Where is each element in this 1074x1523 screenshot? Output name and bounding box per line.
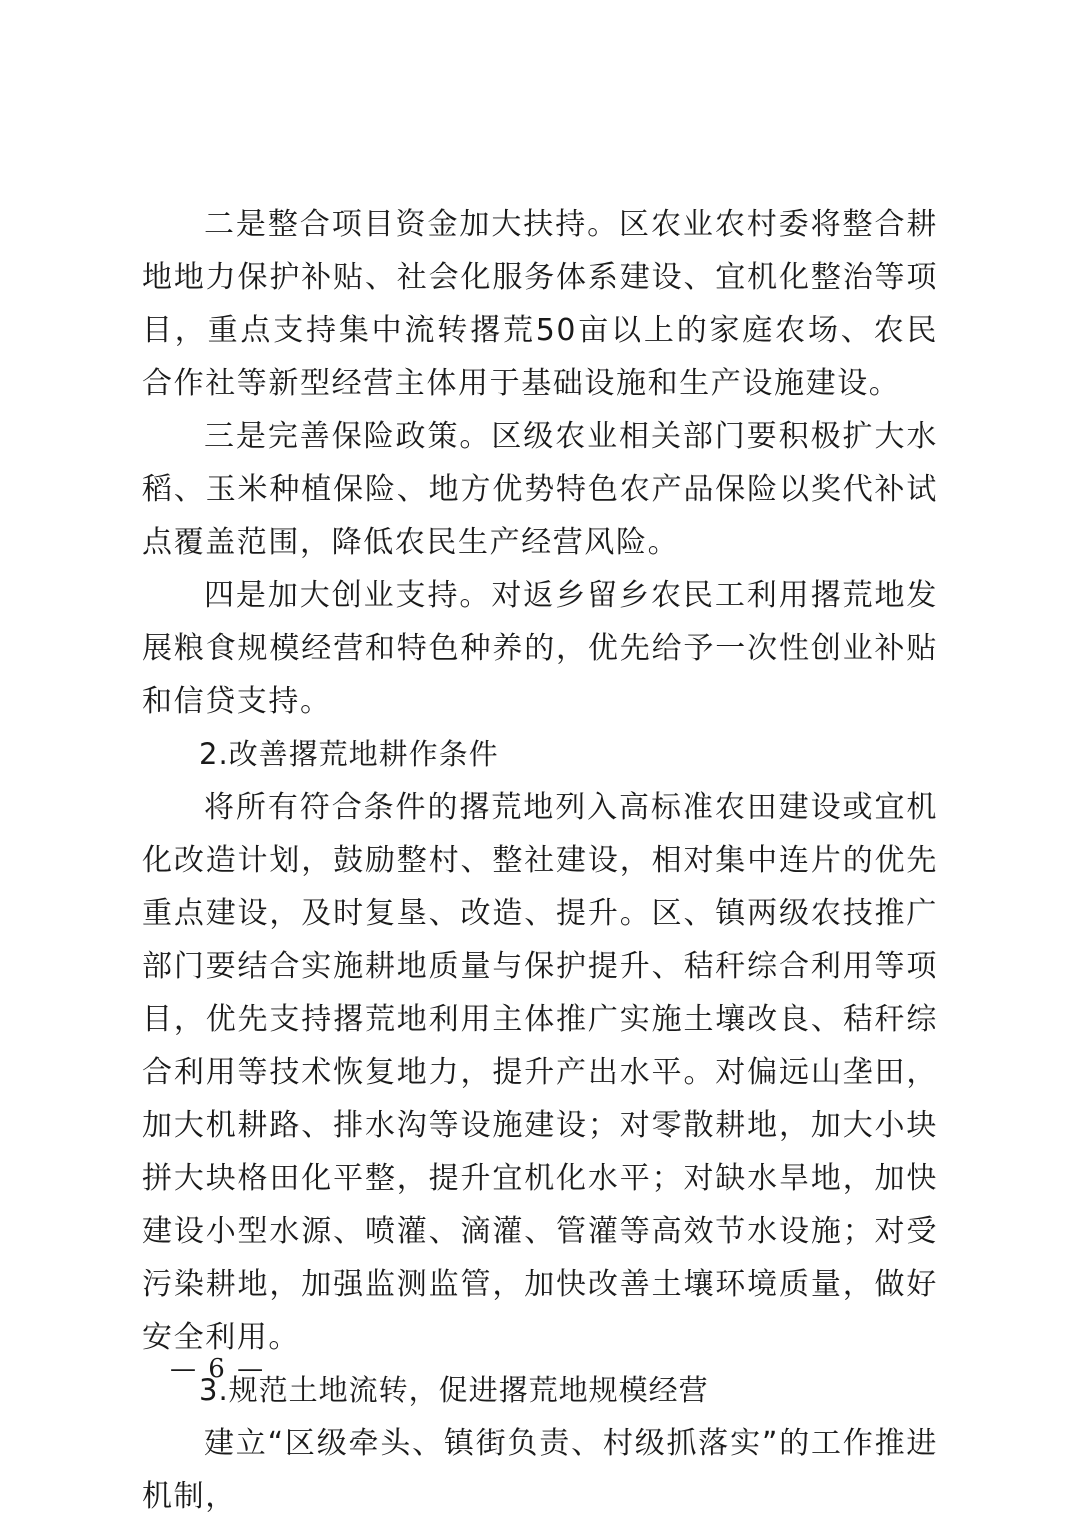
paragraph-farming-conditions: 将所有符合条件的撂荒地列入高标准农田建设或宜机化改造计划，鼓励整村、整社建设，相对集中连片的优先重点建设，及时复垦、改造、提升。区、镇两级农技推广部门要结合实施耕地质量与保护提升、秸秆综合利用等项目，优先支持撂荒地利用主体推广实施土壤改良、秸秆综合利用等技术恢复地力，提升产出水平。对偏远山垄田，加大机耕路、排水沟等设施建设；对零散耕地，加大小块拼大块格田化平整，提升宜机化水平；对缺水旱地，加快建设小型水源、喷灌、滴灌、管灌等高效节水设施；对受污染耕地，加强监测监管，加快改善土壤环境质量，做好安全利用。: [142, 790, 938, 1355]
paragraph-work-mechanism: 建立“区级牵头、镇街负责、村级抓落实”的工作推进机制，: [142, 1426, 938, 1514]
section-heading-3: 3.规范土地流转，促进撂荒地规模经营: [199, 1373, 709, 1407]
document-body: [142, 198, 938, 1523]
page-number: — 6 —: [170, 1354, 266, 1384]
paragraph-entrepreneurship-support: 四是加大创业支持。对返乡留乡农民工利用撂荒地发展粮食规模经营和特色种养的，优先给予一次性创业补贴和信贷支持。: [142, 578, 938, 719]
paragraph-insurance-policy: 三是完善保险政策。区级农业相关部门要积极扩大水稻、玉米种植保险、地方优势特色农产品保险以奖代补试点覆盖范围，降低农民生产经营风险。: [142, 419, 938, 560]
paragraph-funding-support: 二是整合项目资金加大扶持。区农业农村委将整合耕地地力保护补贴、社会化服务体系建设、宜机化整治等项目，重点支持集中流转撂荒50亩以上的家庭农场、农民合作社等新型经营主体用于基础设施和生产设施建设。: [142, 207, 938, 401]
section-heading-2: 2.改善撂荒地耕作条件: [199, 737, 499, 771]
